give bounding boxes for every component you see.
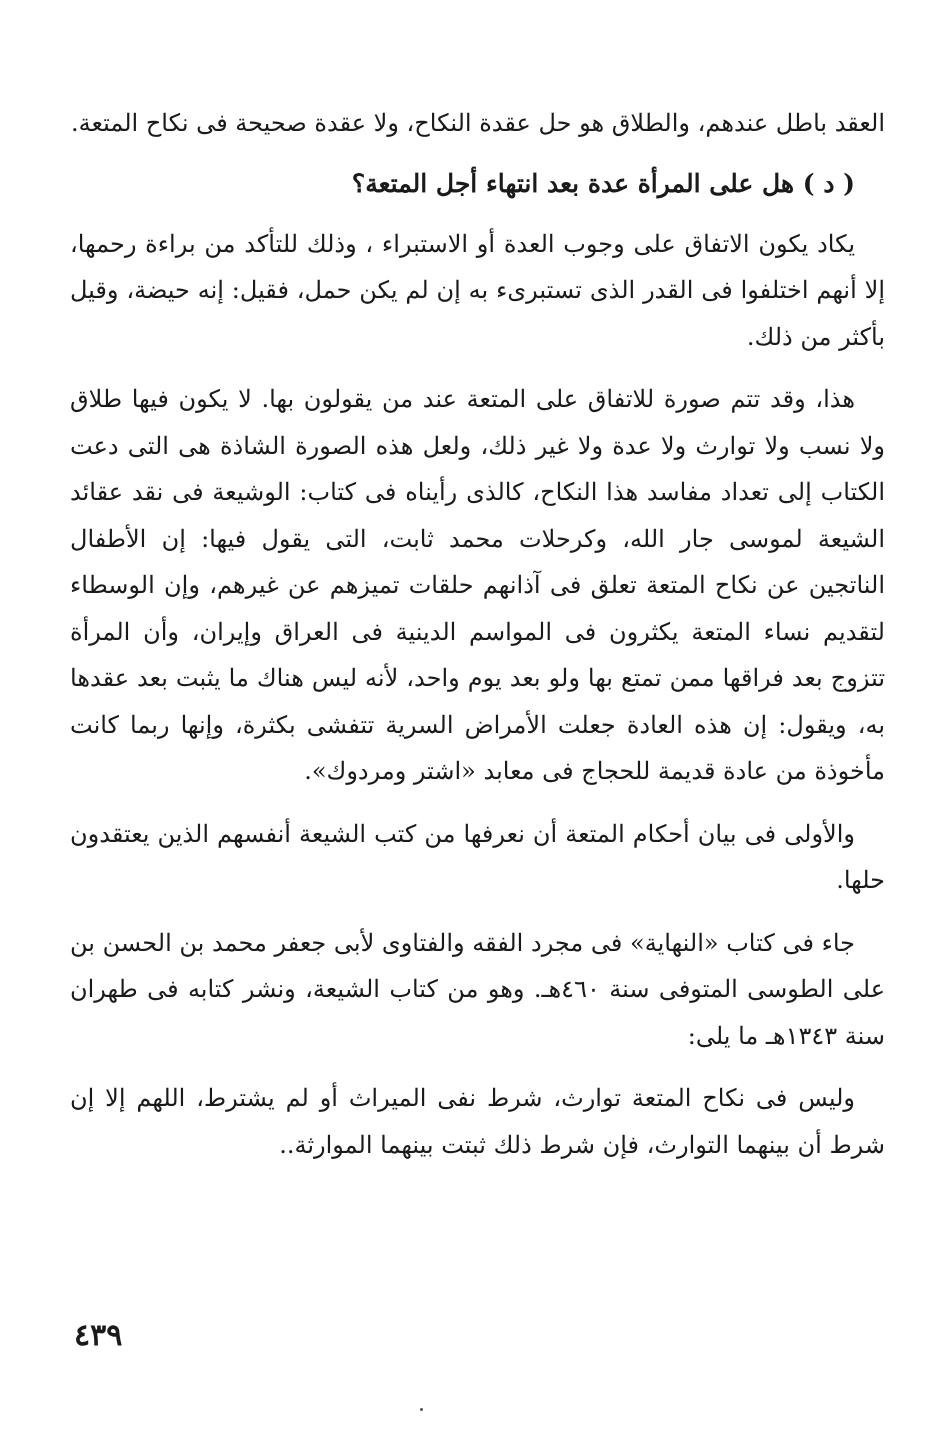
page-number: ٤٣٩ bbox=[74, 1318, 123, 1353]
section-heading: ( د ) هل على المرأة عدة بعد انتهاء أجل المتعة؟ bbox=[351, 168, 855, 198]
spacer bbox=[70, 795, 885, 811]
paragraph-6: وليس فى نكاح المتعة توارث، شرط نفى الميراث أو لم يشترط، اللهم إلا إن شرط أن بينهما التوارث، فإن شرط ذلك ثبتت بينهما الموارثة.. bbox=[70, 1084, 885, 1159]
page-body bbox=[70, 100, 885, 1168]
spacer bbox=[70, 207, 885, 221]
paragraph-2: يكاد يكون الاتفاق على وجوب العدة أو الاستبراء ، وذلك للتأكد من براءة رحمها، إلا أنهم اختلفوا فى القدر الذى تستبرىء به إن لم يكن حمل، فقيل: إنه حيضة، وقيل بأكثر من ذلك. bbox=[70, 229, 885, 351]
spacer bbox=[70, 1059, 885, 1075]
paragraph-5: جاء فى كتاب «النهاية» فى مجرد الفقه والفتاوى لأبى جعفر محمد بن الحسن بن على الطوسى المتوفى سنة ٤٦٠هـ. وهو من كتاب الشيعة، ونشر كتابه فى طهران سنة ١٣٤٣هـ ما يلى: bbox=[70, 928, 886, 1050]
spacer bbox=[70, 904, 885, 920]
spacer bbox=[70, 360, 885, 376]
spacer bbox=[70, 147, 885, 161]
paragraph-3: هذا، وقد تتم صورة للاتفاق على المتعة عند من يقولون بها. لا يكون فيها طلاق ولا نسب ولا توارث ولا عدة ولا غير ذلك، ولعل هذه الصورة الشاذة هى التى دعت الكتاب إلى تعداد مفاسد هذا النكاح، كالذى رأيناه فى كتاب: الوشيعة فى نقد عقائد الشيعة لموسى جار الله، وكرحلات محمد ثابت، التى يقول فيها: إن الأطفال الناتجين عن نكاح المتعة تعلق فى آذانهم حلقات تميزهم عن غيرهم، وإن الوسطاء لتقديم نساء المتعة يكثرون فى المواسم الدينية فى العراق وإيران، وأن المرأة تتزوج بعد فراقها ممن تمتع بها ولو بعد يوم واحد، لأنه ليس هناك ما يثبت بعد عقدها به، ويقول: إن هذه العادة جعلت الأمراض السرية تتفشى بكثرة، وإنها ربما كانت مأخوذة من عادة قديمة للحجاج فى معابد «اشتر ومردوك». bbox=[70, 385, 885, 785]
paragraph-4: والأولى فى بيان أحكام المتعة أن نعرفها من كتب الشيعة أنفسهم الذين يعتقدون حلها. bbox=[70, 819, 885, 894]
scan-speck bbox=[420, 1408, 423, 1411]
paragraph-1: العقد باطل عندهم، والطلاق هو حل عقدة النكاح، ولا عقدة صحيحة فى نكاح المتعة. bbox=[71, 109, 885, 137]
